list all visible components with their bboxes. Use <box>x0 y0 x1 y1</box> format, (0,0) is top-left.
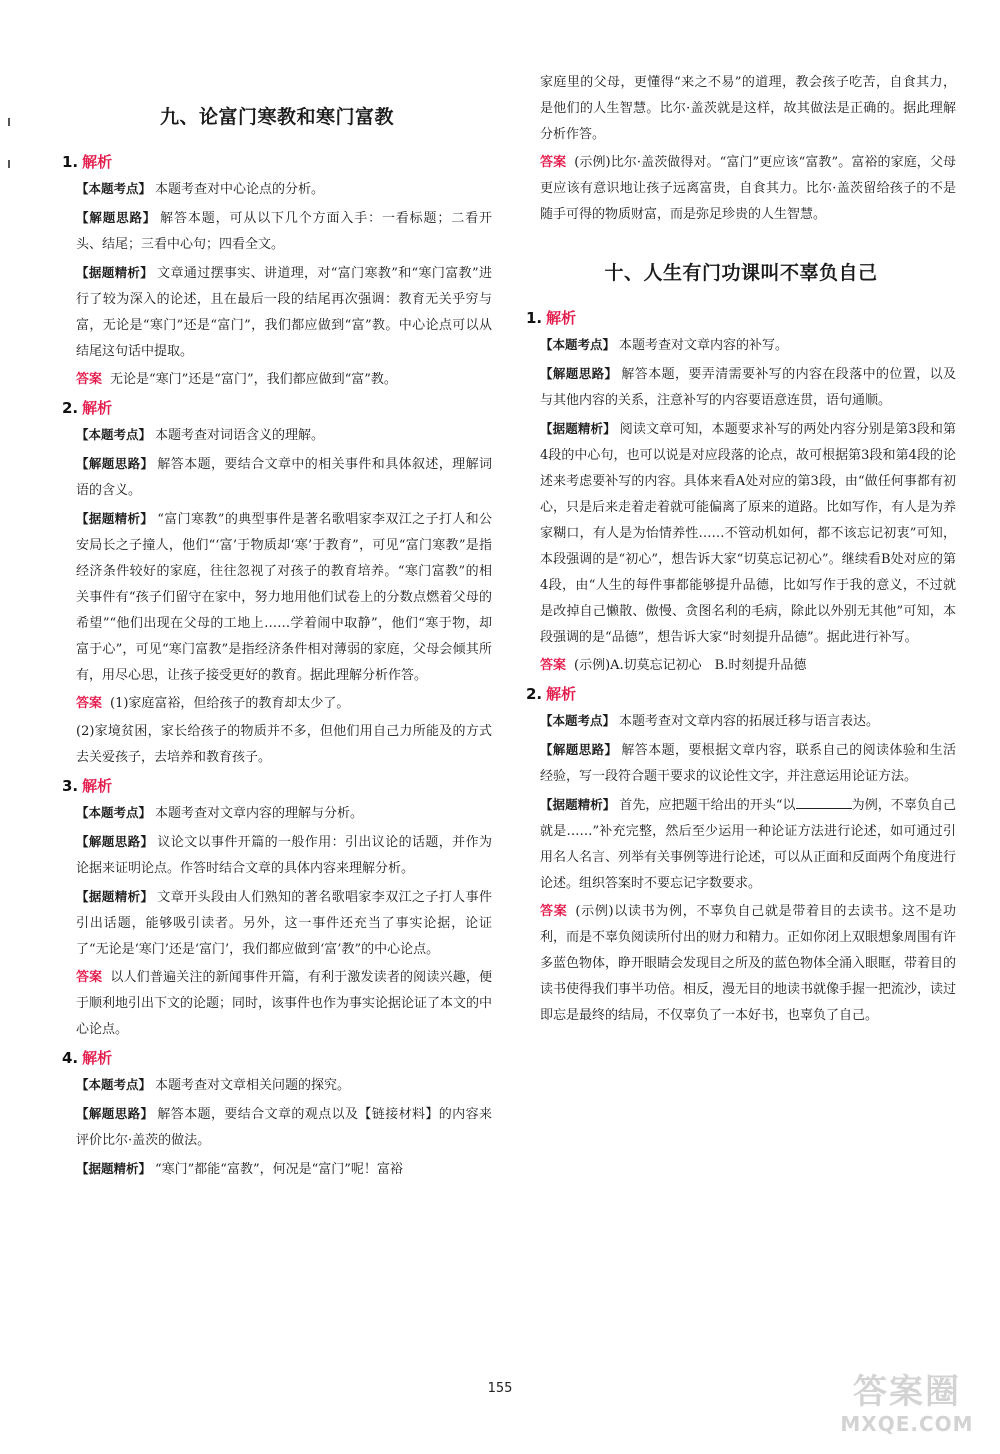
detailed-analysis-text-b: 为例，不辜负自己就是……”补充完整，然后至少运用一种论证方法进行论述，如可通过引用名人名言、列举有关事例等进行论述，可以从正面和反面两个角度进行论述。组织答案时不要忘记字数要求。 <box>540 798 957 891</box>
knowledge-point-label: 【本题考点】 <box>540 337 616 352</box>
knowledge-point-label: 【本题考点】 <box>76 427 152 442</box>
solution-idea-label: 【解题思路】 <box>76 210 157 225</box>
knowledge-point-text: 本题考查对词语含义的理解。 <box>155 428 325 443</box>
detailed-analysis-text: 文章通过摆事实、讲道理，对“富门寒教”和“寒门富教”进行了较为深入的论述，且在最后一段的结尾再次强调：教育无关乎穷与富，无论是“寒门”还是“富门”，我们都应做到“富”教。中心论点可以从结尾这句话中提取。 <box>76 266 492 359</box>
continued-analysis-text: 家庭里的父母，更懂得“来之不易”的道理，教会孩子吃苦，自食其力，是他们的人生智慧。比尔·盖茨就是这样，故其做法是正确的。据此理解分析作答。 <box>540 75 956 142</box>
question-number: 1. <box>526 309 543 327</box>
answer-text: 无论是“寒门”还是“富门”，我们都应做到“富”教。 <box>110 372 397 387</box>
question-number: 3. <box>62 777 79 795</box>
solution-idea-label: 【解题思路】 <box>540 366 618 381</box>
detailed-analysis-text: “寒门”都能“富教”，何况是“富门”呢！富裕 <box>155 1162 403 1177</box>
analysis-tag: 解析 <box>546 685 577 703</box>
page-number: 155 <box>487 1381 513 1396</box>
watermark-logo: 答案圈 MXQE.COM <box>840 1372 974 1436</box>
left-column <box>62 68 492 1185</box>
answer-text: (示例)以读书为例，不辜负自己就是带着目的去读书。这不是功利，而是不辜负阅读所付出的财力和精力。正如你闭上双眼想象周围有许多蓝色物体，睁开眼睛会发现目之所及的蓝色物体全涌入眼眶，带着目的读书使得我们事半功倍。相反，漫无目的地读书就像手握一把流沙，读过即忘是最终的结局，不仅辜负了一本好书，也辜负了自己。 <box>540 904 957 1023</box>
solution-idea-text: 解答本题，要弄清需要补写的内容在段落中的位置，以及与其他内容的关系，注意补写的内容要语意连贯，语句通顺。 <box>540 367 956 408</box>
answer-text: (1)家庭富裕，但给孩子的教育却太少了。 <box>110 696 350 711</box>
solution-idea-text: 解答本题，要根据文章内容，联系自己的阅读体验和生活经验，写一段符合题干要求的议论性文字，并注意运用论证方法。 <box>540 743 956 784</box>
answer-text: (示例)比尔·盖茨做得对。“富门”更应该“富教”。富裕的家庭，父母更应该有意识地让孩子远离富贵，自食其力。比尔·盖茨留给孩子的不是随手可得的物质财富，而是弥足珍贵的人生智慧。 <box>540 155 956 222</box>
question-number: 1. <box>62 153 79 171</box>
analysis-tag: 解析 <box>546 309 577 327</box>
answer-text: 以人们普遍关注的新闻事件开篇，有利于激发读者的阅读兴趣，便于顺利地引出下文的论题；同时，该事件也作为事实论据论证了本文的中心论点。 <box>76 970 493 1037</box>
knowledge-point-label: 【本题考点】 <box>540 713 616 728</box>
answer-label: 答案 <box>540 904 568 919</box>
question-1-left <box>62 151 492 393</box>
answer-label: 答案 <box>540 155 567 170</box>
analysis-tag: 解析 <box>82 1049 113 1067</box>
detailed-analysis-text: “富门寒教”的典型事件是著名歌唱家李双江之子打人和公安局长之子撞人，他们“‘富’于物质却‘寒’于教育”，可见“富门寒教”是指经济条件较好的家庭，往往忽视了对孩子的教育培养。“寒门富教”的相关事件有“孩子们留守在家中，努力地用他们试卷上的分数点燃着父母的希望”“他们出现在父母的工地上……学着闹中取静”，他们“寒于物，却富于心”，可见“寒门富教”是指经济条件相对薄弱的家庭，父母会倾其所有，用尽心思，让孩子接受更好的教育。据此理解分析作答。 <box>76 512 492 683</box>
question-4-left <box>62 1047 492 1183</box>
detailed-analysis-text: 阅读文章可知，本题要求补写的两处内容分别是第3段和第4段的中心句，也可以说是对应段落的论点，故可根据第3段和第4段的论述来考虑要补写的内容。具体来看A处对应的第3段，由“做任何事都有初心，只是后来走着走着就可能偏离了原来的道路。比如写作，有人是为养家糊口，有人是为怡情养性……不管动机如何，都不该忘记初衷”可知，本段强调的是“初心”，想告诉大家“切莫忘记初心”。继续看B处对应的第4段，由“人生的每件事都能够提升品德，比如写作于我的意义，不过就是改掉自己懒散、傲慢、贪图名利的毛病，除此以外别无其他”可知，本段强调的是“品德”，想告诉大家“时刻提升品德”。据此进行补写。 <box>540 422 957 645</box>
knowledge-point-text: 本题考查对中心论点的分析。 <box>155 182 325 197</box>
solution-idea-label: 【解题思路】 <box>76 834 154 849</box>
solution-idea-label: 【解题思路】 <box>76 456 154 471</box>
question-2-right <box>526 683 956 1029</box>
solution-idea-label: 【解题思路】 <box>540 742 618 757</box>
answer-text-2: (2)家境贫困，家长给孩子的物质并不多，但他们用自己力所能及的方式去关爱孩子，去培养和教育孩子。 <box>76 724 492 765</box>
right-column <box>526 70 956 1031</box>
knowledge-point-text: 本题考查对文章内容的拓展迁移与语言表达。 <box>619 714 880 729</box>
detailed-analysis-label: 【据题精析】 <box>540 797 616 812</box>
detailed-analysis-label: 【据题精析】 <box>76 889 154 904</box>
detailed-analysis-label: 【据题精析】 <box>76 511 154 526</box>
answer-label: 答案 <box>76 372 103 387</box>
question-3-left <box>62 775 492 1043</box>
scan-edge-mark <box>8 160 10 168</box>
question-number: 4. <box>62 1049 79 1067</box>
solution-idea-text: 议论文以事件开篇的一般作用：引出议论的话题，并作为论据来证明论点。作答时结合文章的具体内容来理解分析。 <box>76 835 492 876</box>
solution-idea-text: 解答本题，要结合文章中的相关事件和具体叙述，理解词语的含义。 <box>76 457 492 498</box>
detailed-analysis-label: 【据题精析】 <box>76 1161 152 1176</box>
section-title-10: 十、人生有门功课叫不辜负自己 <box>604 262 878 284</box>
solution-idea-label: 【解题思路】 <box>76 1106 154 1121</box>
knowledge-point-label: 【本题考点】 <box>76 1077 152 1092</box>
question-number: 2. <box>526 685 543 703</box>
section-title-9: 九、论富门寒教和寒门富教 <box>159 106 394 128</box>
analysis-tag: 解析 <box>82 153 113 171</box>
detailed-analysis-label: 【据题精析】 <box>76 265 154 280</box>
analysis-tag: 解析 <box>82 777 113 795</box>
knowledge-point-label: 【本题考点】 <box>76 181 152 196</box>
answer-text: (示例)A.切莫忘记初心 B.时刻提升品德 <box>574 658 807 673</box>
detailed-analysis-text-a: 首先，应把题干给出的开头“以 <box>619 798 796 813</box>
fill-in-blank <box>796 794 852 809</box>
knowledge-point-text: 本题考查对文章内容的理解与分析。 <box>155 806 364 821</box>
knowledge-point-label: 【本题考点】 <box>76 805 152 820</box>
scan-edge-mark <box>8 118 10 126</box>
knowledge-point-text: 本题考查对文章相关问题的探究。 <box>155 1078 351 1093</box>
answer-label: 答案 <box>540 658 567 673</box>
question-1-right <box>526 307 956 679</box>
solution-idea-text: 解答本题，要结合文章的观点以及【链接材料】的内容来评价比尔·盖茨的做法。 <box>76 1107 492 1148</box>
detailed-analysis-label: 【据题精析】 <box>540 421 616 436</box>
knowledge-point-text: 本题考查对文章内容的补写。 <box>619 338 789 353</box>
question-number: 2. <box>62 399 79 417</box>
answer-label: 答案 <box>76 696 103 711</box>
solution-idea-text: 解答本题，可从以下几个方面入手：一看标题；二看开头、结尾；三看中心句；四看全文。 <box>76 211 492 252</box>
question-2-left <box>62 397 492 771</box>
answer-label: 答案 <box>76 970 103 985</box>
detailed-analysis-text: 文章开头段由人们熟知的著名歌唱家李双江之子打人事件引出话题，能够吸引读者。另外，这一事件还充当了事实论据，论证了“无论是‘寒门’还是‘富门’，我们都应做到‘富’教”的中心论点。 <box>76 890 492 957</box>
analysis-tag: 解析 <box>82 399 113 417</box>
